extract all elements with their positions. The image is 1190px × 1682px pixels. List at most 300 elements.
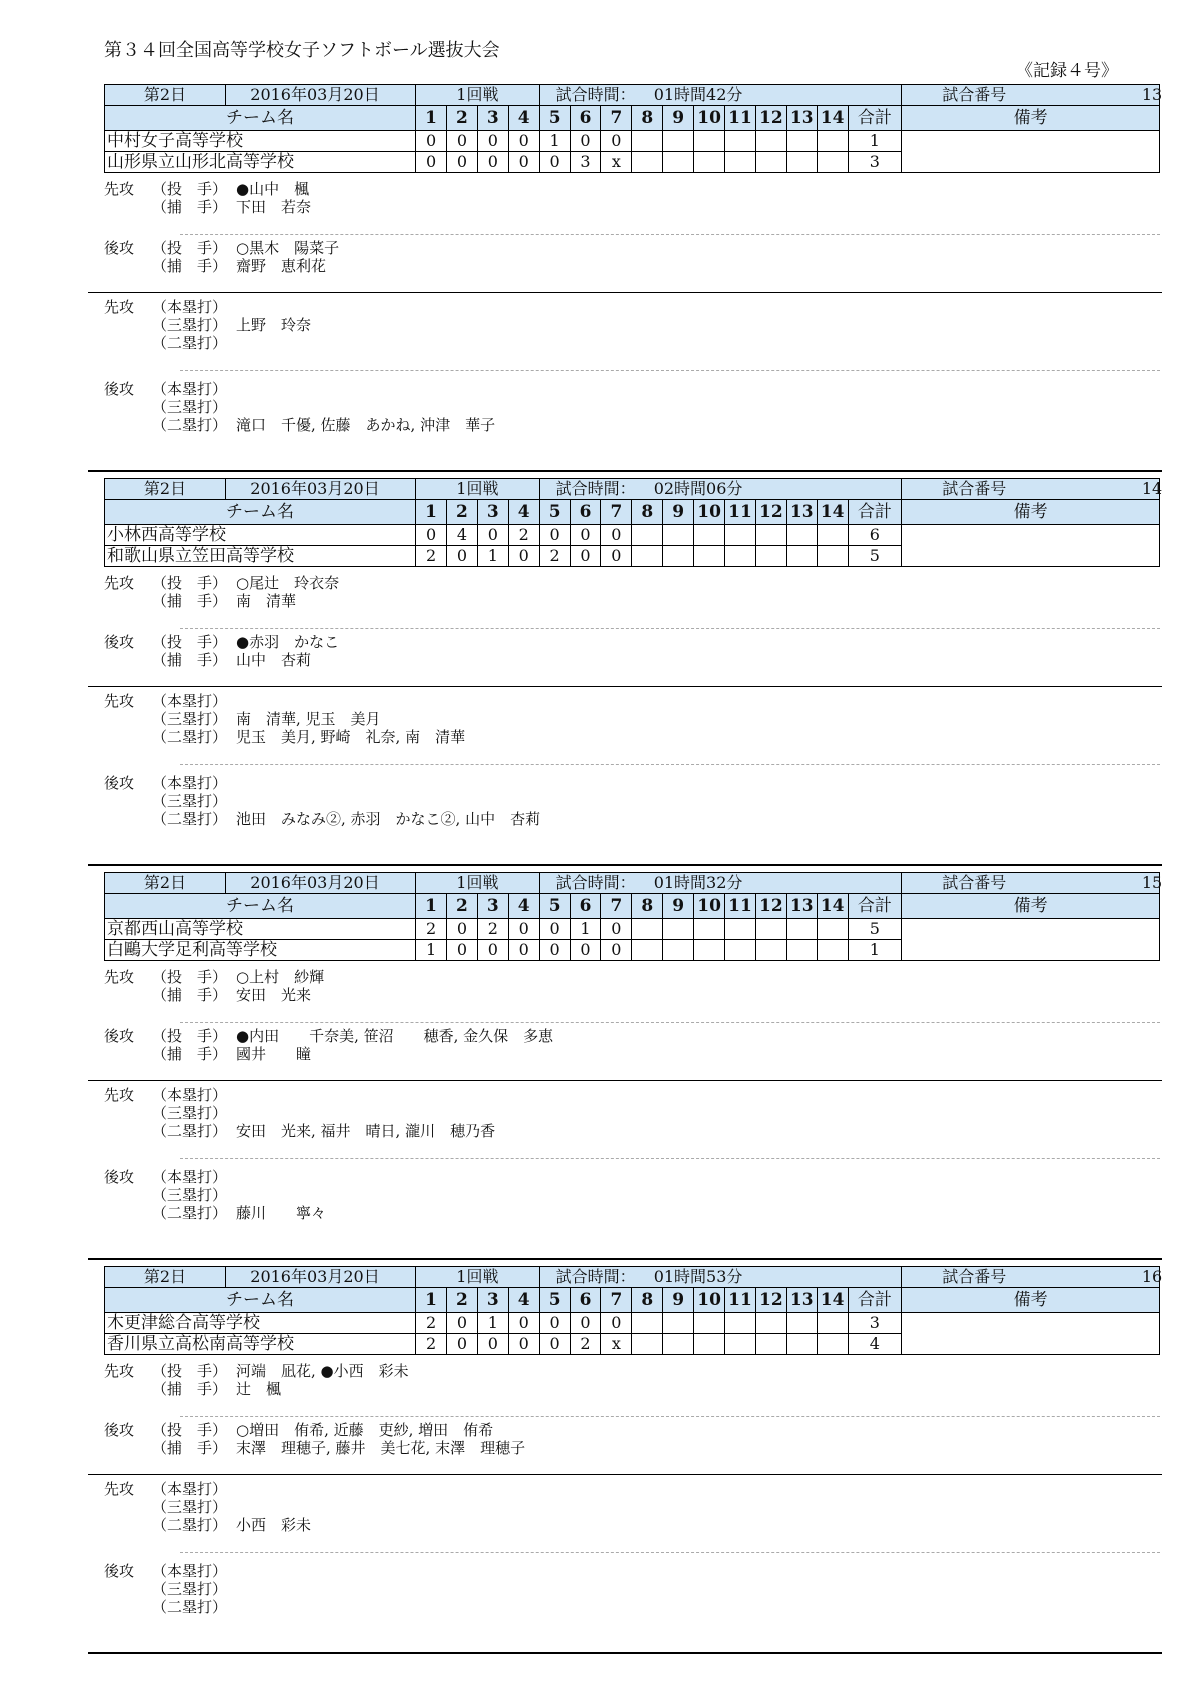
total-header: 合計	[848, 894, 902, 919]
game-no-label: 試合番号	[942, 873, 1007, 892]
inning-score: 0	[447, 919, 478, 940]
pitcher-label: （投 手）	[152, 1362, 228, 1380]
inning-header: 3	[477, 500, 508, 525]
inning-score: 0	[447, 131, 478, 152]
inning-score: 0	[508, 1334, 539, 1355]
inning-score	[694, 940, 725, 961]
total-score: 5	[848, 919, 902, 940]
inning-score: 0	[447, 152, 478, 173]
home-run-label: （本塁打）	[152, 298, 228, 316]
inning-score	[786, 1334, 817, 1355]
game-no-label: 試合番号	[942, 85, 1007, 104]
inning-score: 1	[416, 940, 447, 961]
catcher-label: （捕 手）	[152, 257, 228, 275]
inning-score: 0	[508, 940, 539, 961]
inning-score	[786, 131, 817, 152]
column-header-row	[105, 500, 1160, 525]
inning-score: 0	[539, 940, 570, 961]
inning-header: 6	[570, 106, 601, 131]
inning-score	[632, 525, 663, 546]
game-time: 01時間42分	[653, 85, 743, 104]
inning-header: 3	[477, 1288, 508, 1313]
document-title: 第３４回全国高等学校女子ソフトボール選抜大会	[104, 40, 500, 61]
team-name: 京都西山高等学校	[105, 919, 416, 940]
game-round: 1回戦	[456, 1267, 499, 1286]
inning-header: 2	[447, 894, 478, 919]
home-run-label: （本塁打）	[152, 380, 228, 398]
inning-header: 6	[570, 894, 601, 919]
inning-score: 0	[477, 525, 508, 546]
second-label: 後攻	[104, 1027, 135, 1045]
inning-score: 0	[477, 131, 508, 152]
score-table	[104, 478, 1163, 567]
game-info-row	[105, 479, 1160, 500]
total-score: 1	[848, 131, 902, 152]
inning-score: 0	[447, 1313, 478, 1334]
inning-score	[725, 1313, 756, 1334]
inning-header: 8	[632, 1288, 663, 1313]
inning-score	[694, 525, 725, 546]
inning-header: 1	[416, 106, 447, 131]
inning-score: 0	[447, 940, 478, 961]
first-doubles: 児玉 美月, 野崎 礼奈, 南 清華	[236, 728, 466, 746]
inning-score	[663, 940, 694, 961]
inning-score	[817, 940, 848, 961]
inning-header: 9	[663, 106, 694, 131]
inning-score: 2	[508, 525, 539, 546]
second-doubles: 藤川 寧々	[236, 1204, 327, 1222]
inning-header: 11	[725, 1288, 756, 1313]
section-divider	[88, 1080, 1162, 1081]
game-date: 2016年03月20日	[250, 479, 380, 498]
inning-score: 0	[477, 940, 508, 961]
game-time-label: 試合時間：	[555, 1267, 636, 1286]
first-catcher: 辻 楓	[236, 1380, 282, 1398]
game-end-divider	[88, 864, 1162, 866]
inning-score: 2	[539, 546, 570, 567]
inning-score: 0	[601, 919, 632, 940]
inning-score	[694, 919, 725, 940]
double-label: （二塁打）	[152, 1598, 228, 1616]
inning-score: 0	[601, 940, 632, 961]
second-doubles: 池田 みなみ②, 赤羽 かなこ②, 山中 杏莉	[236, 810, 541, 828]
second-label: 後攻	[104, 774, 135, 792]
score-table	[104, 84, 1163, 173]
team-name-header: チーム名	[105, 106, 416, 131]
team-name-header: チーム名	[105, 500, 416, 525]
inning-header: 13	[786, 1288, 817, 1313]
first-label: 先攻	[104, 968, 135, 986]
inning-header: 9	[663, 500, 694, 525]
dashed-divider	[180, 764, 1160, 765]
inning-header: 2	[447, 1288, 478, 1313]
remarks-header: 備考	[902, 106, 1160, 131]
inning-score: 0	[601, 525, 632, 546]
inning-header: 3	[477, 894, 508, 919]
total-score: 5	[848, 546, 902, 567]
first-triples: 上野 玲奈	[236, 316, 312, 334]
game-time: 01時間32分	[653, 873, 743, 892]
inning-score	[817, 1334, 848, 1355]
column-header-row	[105, 894, 1160, 919]
second-label: 後攻	[104, 1421, 135, 1439]
game-no: 14	[1141, 479, 1163, 498]
inning-header: 13	[786, 500, 817, 525]
inning-score	[632, 940, 663, 961]
team-name: 和歌山県立笠田高等学校	[105, 546, 416, 567]
second-pitcher: ○増田 侑希, 近藤 吏紗, 増田 侑希	[236, 1421, 494, 1439]
inning-header: 11	[725, 500, 756, 525]
remarks-header: 備考	[902, 500, 1160, 525]
inning-score: x	[601, 1334, 632, 1355]
team-name-header: チーム名	[105, 894, 416, 919]
inning-score: 1	[477, 1313, 508, 1334]
remarks-cell	[902, 919, 1160, 961]
inning-score	[663, 1334, 694, 1355]
inning-score: 0	[539, 1334, 570, 1355]
game-no: 15	[1141, 873, 1163, 892]
triple-label: （三塁打）	[152, 1580, 228, 1598]
inning-score: 0	[416, 131, 447, 152]
first-label: 先攻	[104, 1480, 135, 1498]
inning-score	[632, 919, 663, 940]
inning-header: 9	[663, 1288, 694, 1313]
inning-score: 0	[508, 919, 539, 940]
inning-score: 0	[508, 131, 539, 152]
first-pitcher: ○上村 紗輝	[236, 968, 325, 986]
team-name: 中村女子高等学校	[105, 131, 416, 152]
inning-score	[694, 546, 725, 567]
inning-score: 0	[508, 1313, 539, 1334]
pitcher-label: （投 手）	[152, 180, 228, 198]
inning-score: 1	[477, 546, 508, 567]
triple-label: （三塁打）	[152, 316, 228, 334]
triple-label: （三塁打）	[152, 398, 228, 416]
triple-label: （三塁打）	[152, 710, 228, 728]
team-row	[105, 131, 1160, 152]
inning-header: 14	[817, 894, 848, 919]
dashed-divider	[180, 628, 1160, 629]
game-info-row	[105, 85, 1160, 106]
inning-score: 0	[570, 131, 601, 152]
inning-score: 0	[601, 1313, 632, 1334]
second-label: 後攻	[104, 380, 135, 398]
team-name-header: チーム名	[105, 1288, 416, 1313]
inning-score: 0	[570, 546, 601, 567]
inning-score	[786, 546, 817, 567]
team-row	[105, 1313, 1160, 1334]
inning-header: 12	[755, 500, 786, 525]
team-row	[105, 919, 1160, 940]
inning-score: 1	[570, 919, 601, 940]
first-triples: 南 清華, 児玉 美月	[236, 710, 381, 728]
inning-score: 2	[416, 919, 447, 940]
total-header: 合計	[848, 106, 902, 131]
game-day: 第2日	[105, 873, 226, 893]
pitcher-label: （投 手）	[152, 1027, 228, 1045]
remarks-header: 備考	[902, 894, 1160, 919]
first-pitcher: ○尾辻 玲衣奈	[236, 574, 340, 592]
game-round: 1回戦	[456, 85, 499, 104]
inning-score	[663, 1313, 694, 1334]
inning-score: 0	[539, 152, 570, 173]
inning-score: 0	[508, 152, 539, 173]
inning-header: 8	[632, 106, 663, 131]
inning-header: 7	[601, 1288, 632, 1313]
triple-label: （三塁打）	[152, 1498, 228, 1516]
inning-score	[755, 525, 786, 546]
team-name: 香川県立高松南高等学校	[105, 1334, 416, 1355]
game-date: 2016年03月20日	[250, 1267, 380, 1286]
inning-header: 10	[694, 1288, 725, 1313]
triple-label: （三塁打）	[152, 1186, 228, 1204]
inning-score: 4	[447, 525, 478, 546]
first-label: 先攻	[104, 298, 135, 316]
inning-header: 3	[477, 106, 508, 131]
game-end-divider	[88, 1258, 1162, 1260]
inning-header: 6	[570, 1288, 601, 1313]
dashed-divider	[180, 1552, 1160, 1553]
second-pitcher: ●内田 千奈美, 笹沼 穂香, 金久保 多恵	[236, 1027, 554, 1045]
inning-score	[786, 1313, 817, 1334]
inning-score	[632, 1334, 663, 1355]
inning-header: 4	[508, 106, 539, 131]
inning-score	[632, 1313, 663, 1334]
inning-score	[755, 152, 786, 173]
game-info-row	[105, 873, 1160, 894]
second-label: 後攻	[104, 239, 135, 257]
inning-score: 2	[477, 919, 508, 940]
inning-score	[817, 1313, 848, 1334]
triple-label: （三塁打）	[152, 792, 228, 810]
game-time-label: 試合時間：	[555, 85, 636, 104]
team-name: 白鷗大学足利高等学校	[105, 940, 416, 961]
inning-score: 0	[570, 1313, 601, 1334]
home-run-label: （本塁打）	[152, 1562, 228, 1580]
inning-score: 0	[601, 131, 632, 152]
inning-score	[694, 1313, 725, 1334]
inning-header: 14	[817, 500, 848, 525]
dashed-divider	[180, 1416, 1160, 1417]
inning-header: 7	[601, 106, 632, 131]
game-info-row	[105, 1267, 1160, 1288]
inning-score	[786, 525, 817, 546]
double-label: （二塁打）	[152, 810, 228, 828]
first-doubles: 小西 彩未	[236, 1516, 312, 1534]
inning-score	[755, 131, 786, 152]
double-label: （二塁打）	[152, 728, 228, 746]
pitcher-label: （投 手）	[152, 633, 228, 651]
game-end-divider	[88, 470, 1162, 472]
dashed-divider	[180, 370, 1160, 371]
inning-header: 12	[755, 106, 786, 131]
inning-score	[817, 152, 848, 173]
inning-score	[817, 919, 848, 940]
second-label: 後攻	[104, 633, 135, 651]
inning-header: 6	[570, 500, 601, 525]
double-label: （二塁打）	[152, 416, 228, 434]
inning-score	[663, 919, 694, 940]
first-doubles: 安田 光来, 福井 晴日, 瀧川 穂乃香	[236, 1122, 496, 1140]
catcher-label: （捕 手）	[152, 592, 228, 610]
inning-score	[663, 546, 694, 567]
inning-header: 9	[663, 894, 694, 919]
catcher-label: （捕 手）	[152, 1380, 228, 1398]
catcher-label: （捕 手）	[152, 651, 228, 669]
inning-score: 0	[570, 525, 601, 546]
first-catcher: 下田 若奈	[236, 198, 312, 216]
section-divider	[88, 686, 1162, 687]
section-divider	[88, 292, 1162, 293]
inning-score	[725, 131, 756, 152]
dashed-divider	[180, 1022, 1160, 1023]
inning-header: 14	[817, 106, 848, 131]
inning-score: 0	[539, 1313, 570, 1334]
section-divider	[88, 1474, 1162, 1475]
game-no: 16	[1141, 1267, 1163, 1286]
inning-score	[786, 940, 817, 961]
score-table	[104, 1266, 1163, 1355]
home-run-label: （本塁打）	[152, 1168, 228, 1186]
catcher-label: （捕 手）	[152, 1045, 228, 1063]
inning-header: 4	[508, 500, 539, 525]
inning-score	[632, 152, 663, 173]
home-run-label: （本塁打）	[152, 1480, 228, 1498]
inning-header: 11	[725, 894, 756, 919]
inning-header: 10	[694, 106, 725, 131]
pitcher-label: （投 手）	[152, 574, 228, 592]
inning-score	[632, 131, 663, 152]
inning-score	[694, 131, 725, 152]
inning-score	[663, 525, 694, 546]
first-label: 先攻	[104, 692, 135, 710]
game-time-label: 試合時間：	[555, 873, 636, 892]
inning-score	[725, 919, 756, 940]
inning-header: 7	[601, 894, 632, 919]
inning-score: 2	[416, 1313, 447, 1334]
pitcher-label: （投 手）	[152, 968, 228, 986]
inning-score: 0	[539, 919, 570, 940]
inning-header: 5	[539, 106, 570, 131]
game-no: 13	[1141, 85, 1163, 104]
inning-header: 11	[725, 106, 756, 131]
score-table	[104, 872, 1163, 961]
inning-header: 8	[632, 500, 663, 525]
game-time: 02時間06分	[653, 479, 743, 498]
game-no-label: 試合番号	[942, 1267, 1007, 1286]
team-name: 山形県立山形北高等学校	[105, 152, 416, 173]
game-record	[0, 872, 1190, 1266]
inning-header: 2	[447, 500, 478, 525]
inning-score	[817, 131, 848, 152]
inning-score: 0	[477, 152, 508, 173]
team-name: 小林西高等学校	[105, 525, 416, 546]
inning-score: 0	[447, 1334, 478, 1355]
inning-score	[694, 1334, 725, 1355]
inning-score: 0	[539, 525, 570, 546]
inning-header: 5	[539, 894, 570, 919]
column-header-row	[105, 106, 1160, 131]
second-doubles: 滝口 千優, 佐藤 あかね, 沖津 華子	[236, 416, 496, 434]
inning-score: 0	[601, 546, 632, 567]
inning-header: 8	[632, 894, 663, 919]
inning-header: 1	[416, 894, 447, 919]
inning-header: 14	[817, 1288, 848, 1313]
inning-score: 0	[570, 940, 601, 961]
inning-score	[817, 525, 848, 546]
inning-score: 2	[570, 1334, 601, 1355]
remarks-cell	[902, 1313, 1160, 1355]
second-pitcher: ○黒木 陽菜子	[236, 239, 340, 257]
first-pitcher: ●山中 楓	[236, 180, 310, 198]
inning-score	[755, 919, 786, 940]
double-label: （二塁打）	[152, 1122, 228, 1140]
inning-score: x	[601, 152, 632, 173]
remarks-cell	[902, 525, 1160, 567]
total-score: 3	[848, 1313, 902, 1334]
inning-score	[663, 152, 694, 173]
game-record	[0, 84, 1190, 478]
remarks-header: 備考	[902, 1288, 1160, 1313]
inning-score	[755, 1313, 786, 1334]
catcher-label: （捕 手）	[152, 986, 228, 1004]
game-end-divider	[88, 1652, 1162, 1654]
double-label: （二塁打）	[152, 334, 228, 352]
game-date: 2016年03月20日	[250, 873, 380, 892]
game-time-label: 試合時間：	[555, 479, 636, 498]
home-run-label: （本塁打）	[152, 774, 228, 792]
second-catcher: 齋野 恵利花	[236, 257, 327, 275]
total-score: 1	[848, 940, 902, 961]
inning-header: 5	[539, 500, 570, 525]
inning-score	[755, 940, 786, 961]
first-label: 先攻	[104, 180, 135, 198]
inning-score	[725, 525, 756, 546]
inning-header: 12	[755, 894, 786, 919]
inning-header: 1	[416, 500, 447, 525]
inning-header: 12	[755, 1288, 786, 1313]
game-record	[0, 478, 1190, 872]
first-catcher: 安田 光来	[236, 986, 312, 1004]
column-header-row	[105, 1288, 1160, 1313]
inning-score	[663, 131, 694, 152]
inning-score: 2	[416, 546, 447, 567]
second-catcher: 山中 杏莉	[236, 651, 312, 669]
inning-header: 13	[786, 106, 817, 131]
game-record	[0, 1266, 1190, 1660]
game-no-label: 試合番号	[942, 479, 1007, 498]
dashed-divider	[180, 1158, 1160, 1159]
inning-header: 7	[601, 500, 632, 525]
inning-score	[725, 1334, 756, 1355]
record-number: 《記録４号》	[1016, 61, 1118, 81]
game-round: 1回戦	[456, 479, 499, 498]
dashed-divider	[180, 234, 1160, 235]
double-label: （二塁打）	[152, 1204, 228, 1222]
total-score: 6	[848, 525, 902, 546]
team-name: 木更津総合高等学校	[105, 1313, 416, 1334]
pitcher-label: （投 手）	[152, 239, 228, 257]
inning-score	[725, 546, 756, 567]
triple-label: （三塁打）	[152, 1104, 228, 1122]
team-row	[105, 525, 1160, 546]
inning-score: 2	[416, 1334, 447, 1355]
second-catcher: 國井 瞳	[236, 1045, 312, 1063]
inning-header: 4	[508, 894, 539, 919]
game-day: 第2日	[105, 85, 226, 105]
inning-score	[725, 940, 756, 961]
inning-header: 4	[508, 1288, 539, 1313]
